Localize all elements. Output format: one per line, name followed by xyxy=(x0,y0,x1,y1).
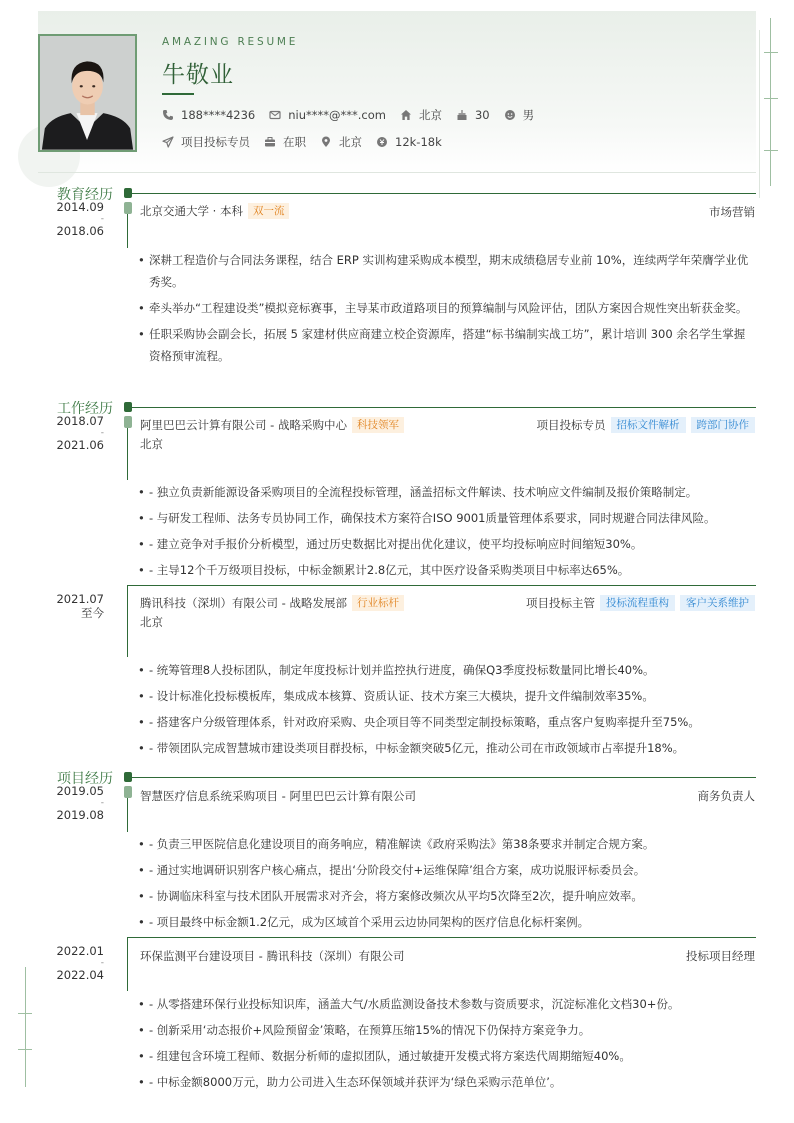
target-city: 北京 xyxy=(339,135,362,149)
status-info xyxy=(264,134,306,150)
profile-photo xyxy=(38,34,137,152)
user-icon xyxy=(504,109,516,121)
decorative-tick xyxy=(18,1049,32,1050)
location-pin-icon xyxy=(320,136,332,148)
resume-tagline: AMAZING RESUME xyxy=(162,36,299,48)
list-item: • - 带领团队完成智慧城市建设类项目群投标，中标金额突破5亿元，推动公司在市政领域市占率提升18%。 xyxy=(138,735,756,761)
list-item: • 任职采购协会副会长，拓展 5 家建材供应商建立校企资源库，搭建“标书编制实战工坊”，累计培训 300 余名学生掌握资格预审流程。 xyxy=(138,323,756,367)
education-date-range xyxy=(56,202,104,237)
employment-status: 在职 xyxy=(283,135,306,149)
end-date: 至今 xyxy=(81,605,104,620)
list-item: • - 建立竞争对手报价分析模型，通过历史数据比对提出优化建议，使平均投标响应时间缩短30%。 xyxy=(138,531,756,557)
work-date-range xyxy=(56,594,104,619)
entry-marker xyxy=(124,786,132,798)
phone-info xyxy=(162,108,255,122)
email-icon xyxy=(269,109,281,121)
entry-vertical-line xyxy=(127,214,128,248)
school-name: 北京交通大学 · 本科 xyxy=(140,204,243,218)
end-date: 2019.08 xyxy=(56,807,104,822)
project-name: 智慧医疗信息系统采购项目 - 阿里巴巴云计算有限公司 xyxy=(140,789,416,803)
list-item: • - 主导12个千万级项目投标，中标金额累计2.8亿元，其中医疗设备采购类项目中标率达65%。 xyxy=(138,557,756,583)
start-date: 2014.09 xyxy=(56,200,104,214)
home-icon xyxy=(400,109,412,121)
education-bullets xyxy=(138,249,756,371)
decorative-line xyxy=(770,18,771,186)
list-item: • - 通过实地调研识别客户核心痛点，提出‘分阶段交付+运维保障’组合方案，成功说服评标委员会。 xyxy=(138,857,756,883)
age-info xyxy=(456,108,490,122)
avatar-illustration xyxy=(40,36,135,150)
phone-icon xyxy=(162,109,174,121)
entry-divider xyxy=(128,585,756,586)
company-tag: 行业标杆 xyxy=(352,595,404,611)
list-item: • - 协调临床科室与技术团队开展需求对齐会，将方案修改频次从平均5次降至2次，提升响应效率。 xyxy=(138,883,756,909)
expected-salary: 12k-18k xyxy=(395,135,442,149)
project-date-range xyxy=(56,946,104,981)
section-divider xyxy=(128,407,756,408)
job-intention-row xyxy=(162,134,456,150)
briefcase-icon xyxy=(264,136,276,148)
list-item: • - 中标金额8000万元，助力公司进入生态环保领域并获评为‘绿色采购示范单位’。 xyxy=(138,1069,756,1095)
list-item: • - 负责三甲医院信息化建设项目的商务响应，精准解读《政府采购法》第38条要求并制定合规方案。 xyxy=(138,831,756,857)
start-date: 2021.07 xyxy=(56,592,104,606)
education-section-title: 教育经历 xyxy=(57,187,113,203)
skill-tag: 跨部门协作 xyxy=(691,417,756,433)
candidate-name: 牛敬业 xyxy=(162,62,234,88)
entry-vertical-line xyxy=(127,937,128,991)
job-title-info xyxy=(162,134,250,150)
work-section-title: 工作经历 xyxy=(57,401,113,417)
education-school xyxy=(140,203,289,219)
list-item: • 深耕工程造价与合同法务课程，结合 ERP 实训构建采购成本模型，期末成绩稳居专业前 10%，连续两学年荣膺学业优秀奖。 xyxy=(138,249,756,293)
contact-row xyxy=(162,107,548,123)
list-item: • - 从零搭建环保行业投标知识库，涵盖大气/水质监测设备技术参数与资质要求，沉淀标准化文档30+份。 xyxy=(138,991,756,1017)
work-position xyxy=(537,417,756,433)
email-address: niu****@***.com xyxy=(288,108,386,122)
header-divider xyxy=(38,172,756,173)
section-divider xyxy=(128,777,756,778)
list-item: • - 搭建客户分级管理体系，针对政府采购、央企项目等不同类型定制投标策略，重点客户复购率提升至75%。 xyxy=(138,709,756,735)
decorative-tick xyxy=(764,98,778,99)
position-title: 项目投标主管 xyxy=(526,596,595,610)
work-bullets xyxy=(138,479,756,583)
list-item: • - 设计标准化投标模板库，集成成本核算、资质认证、技术方案三大模块，提升文件编制效率35%。 xyxy=(138,683,756,709)
gender-info xyxy=(504,107,535,123)
decorative-tick xyxy=(18,1013,32,1014)
position-title: 项目投标专员 xyxy=(536,418,606,432)
name-underline xyxy=(162,93,194,95)
target-city-info xyxy=(320,134,362,150)
money-icon xyxy=(376,136,388,148)
gender-value: 男 xyxy=(522,108,535,122)
company-name: 阿里巴巴云计算有限公司 - 战略采购中心 xyxy=(140,418,347,432)
city-info xyxy=(400,107,442,123)
list-item: • 牵头举办“工程建设类”模拟竞标赛事，主导某市政道路项目的预算编制与风险评估，团队方案因合规性突出斩获金奖。 xyxy=(138,297,756,319)
phone-number: 188****4236 xyxy=(181,108,256,122)
send-icon xyxy=(162,136,174,148)
company-tag: 科技领军 xyxy=(352,417,404,433)
work-company xyxy=(140,595,404,611)
project-role: 投标项目经理 xyxy=(686,949,755,963)
date-separator: - xyxy=(100,797,104,808)
end-date: 2021.06 xyxy=(56,437,104,452)
list-item: • - 独立负责新能源设备采购项目的全流程投标管理，涵盖招标文件解读、技术响应文件编制及报价策略制定。 xyxy=(138,479,756,505)
project-bullets xyxy=(138,831,756,935)
end-date: 2018.06 xyxy=(56,223,104,238)
job-title: 项目投标专员 xyxy=(181,135,250,149)
skill-tag: 招标文件解析 xyxy=(611,417,686,433)
decorative-line xyxy=(25,967,26,1087)
education-major: 市场营销 xyxy=(709,205,755,219)
list-item: • - 组建包含环境工程师、数据分析师的虚拟团队，通过敏捷开发模式将方案迭代周期缩短40%。 xyxy=(138,1043,756,1069)
list-item: • - 与研发工程师、法务专员协同工作，确保技术方案符合ISO 9001质量管理体系要求，同时规避合同法律风险。 xyxy=(138,505,756,531)
decorative-line xyxy=(759,30,760,198)
entry-vertical-line xyxy=(127,798,128,832)
start-date: 2022.01 xyxy=(56,944,104,958)
date-separator: - xyxy=(100,427,104,438)
cake-icon xyxy=(456,109,468,121)
work-bullets xyxy=(138,657,756,761)
project-bullets xyxy=(138,991,756,1095)
skill-tag: 投标流程重构 xyxy=(600,595,675,611)
date-separator: - xyxy=(100,213,104,224)
current-city: 北京 xyxy=(418,108,442,122)
entry-vertical-line xyxy=(127,585,128,657)
work-company xyxy=(140,417,404,433)
date-separator: - xyxy=(100,957,104,968)
list-item: • - 统筹管理8人投标团队，制定年度投标计划并监控执行进度，确保Q3季度投标数量同比增长40%。 xyxy=(138,657,756,683)
list-item: • - 创新采用‘动态报价+风险预留金’策略，在预算压缩15%的情况下仍保持方案竞争力。 xyxy=(138,1017,756,1043)
email-info xyxy=(269,108,386,122)
decorative-tick xyxy=(764,52,778,53)
section-divider xyxy=(128,193,756,194)
project-role: 商务负责人 xyxy=(697,789,755,803)
work-location: 北京 xyxy=(140,615,163,629)
end-date: 2022.04 xyxy=(56,967,104,982)
entry-marker xyxy=(124,416,132,428)
entry-marker xyxy=(124,202,132,214)
list-item: • - 项目最终中标金额1.2亿元，成为区域首个采用云边协同架构的医疗信息化标杆案例。 xyxy=(138,909,756,935)
projects-section-title: 项目经历 xyxy=(57,771,113,787)
project-name: 环保监测平台建设项目 - 腾讯科技（深圳）有限公司 xyxy=(140,949,405,963)
work-location: 北京 xyxy=(140,437,163,451)
entry-vertical-line xyxy=(127,428,128,480)
decorative-tick xyxy=(764,150,778,151)
skill-tag: 客户关系维护 xyxy=(680,595,755,611)
school-tag: 双一流 xyxy=(248,203,290,219)
entry-divider xyxy=(128,937,756,938)
work-position xyxy=(526,595,755,611)
start-date: 2018.07 xyxy=(56,414,104,428)
salary-info xyxy=(376,135,442,149)
work-date-range xyxy=(56,416,104,451)
start-date: 2019.05 xyxy=(56,784,104,798)
age-value: 30 xyxy=(474,108,490,122)
company-name: 腾讯科技（深圳）有限公司 - 战略发展部 xyxy=(140,596,347,610)
project-date-range xyxy=(56,786,104,821)
